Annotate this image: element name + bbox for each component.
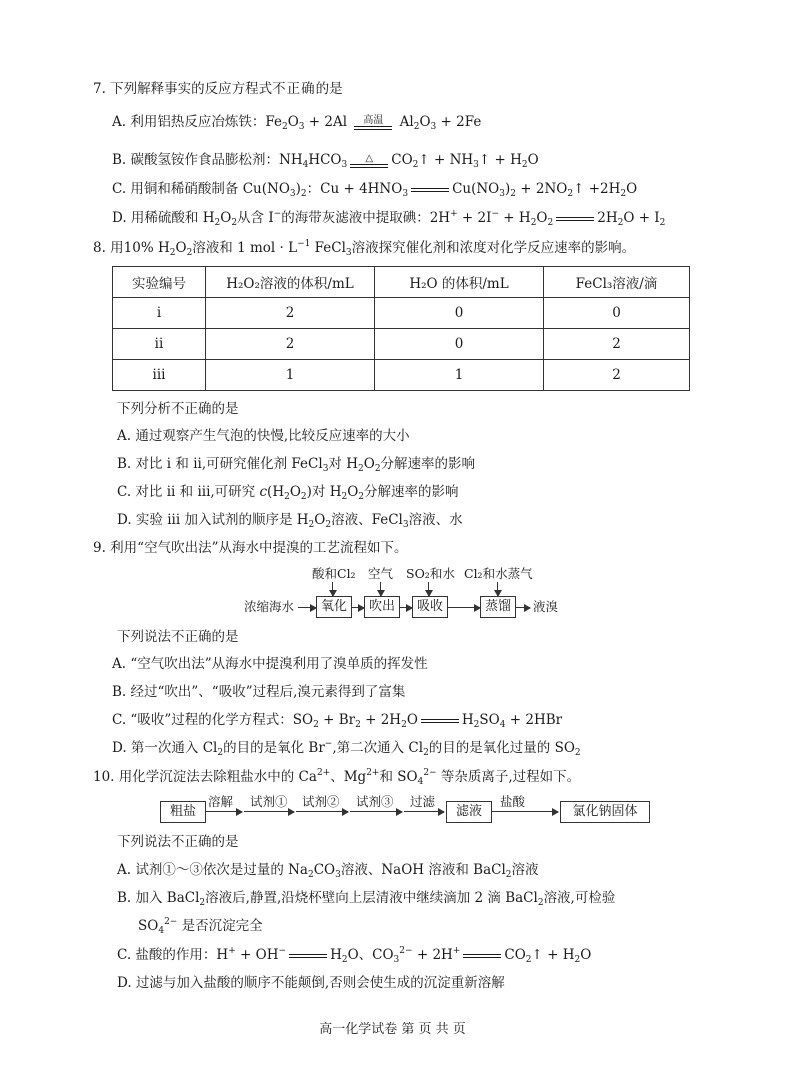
table-header: 实验编号 [113,267,206,298]
flow-arrow [352,607,364,608]
flow-step-blow-out: 吹出 [364,596,400,618]
table-cell: iii [113,360,206,391]
flow-arrow-down [332,582,333,596]
flow-input-label: 酸和Cl₂ [312,566,356,581]
q9-option-a: A. “空气吹出法”从海水中提溴利用了溴单质的挥发性 [112,656,428,672]
q7-stem: 7. 下列解释事实的反应方程式不正确的是 [93,81,343,97]
flow-arrow [298,607,316,608]
flow-arrow-down [428,582,429,596]
q9-stem: 9. 利用“空气吹出法”从海水中提溴的工艺流程如下。 [93,540,408,556]
table-cell: 2 [206,298,375,329]
flow-arrow [296,811,348,812]
flow-start: 浓缩海水 [244,599,295,614]
q9-option-b: B. 经过“吹出”、“吸收”过程后,溴元素得到了富集 [112,684,406,700]
q10-stem: 10. 用化学沉淀法去除粗盐水中的 $Ca^{2+}$、$Mg^{2+}$和 $SO_4^{2-}$ 等杂质离子,过程如下。 [93,768,581,787]
q8-option-d: D. 实验 iii 加入试剂的顺序是 $H_2O_2$溶液、FeCl$_3$溶液、水 [117,512,463,530]
flow-arrow [350,811,402,812]
table-header-row [113,267,690,298]
table-cell: 2 [544,329,690,360]
table-cell: ii [113,329,206,360]
flow-end: 液溴 [533,599,559,614]
table-row [113,360,690,391]
q7-option-d: D. 用稀硫酸和 $H_2O_2$从含 I−的海带灰滤液中提取碘：$2H^+ + 2I^- + H_2O_2$ $2H_2O + I_2$ [112,209,666,228]
table-header: FeCl₃溶液/滴 [544,267,690,298]
flow-filtrate: 滤液 [446,801,492,823]
flow-step-label: 试剂① [250,794,288,809]
flow-end-nacl-solid: 氯化钠固体 [560,801,650,823]
q8-stem: 8. 用10% $H_2O_2$溶液和 1 mol · $L^{-1}$ FeCl$_3$溶液探究催化剂和浓度对化学反应速率的影响。 [93,239,636,258]
table-cell: 0 [375,329,544,360]
q8-ask: 下列分析不正确的是 [117,401,239,417]
experiment-table [112,266,690,391]
flow-arrow [492,811,558,812]
table-row [113,329,690,360]
q8-option-a: A. 通过观察产生气泡的快慢,比较反应速率的大小 [117,428,410,444]
flow-step-absorb: 吸收 [412,596,448,618]
flow-acid-label: 盐酸 [500,794,526,809]
q10-ask: 下列说法不正确的是 [117,834,239,850]
table-cell: i [113,298,206,329]
q10-option-b: B. 加入 BaCl$_2$溶液后,静置,沿烧杯壁向上层清液中继续滴加 2 滴 BaCl$_2$溶液,可检验 [117,890,616,908]
table-header: H₂O₂溶液的体积/mL [206,267,375,298]
q7-option-b: B. 碳酸氢铵作食品膨松剂：$NH_4HCO_3$ △ $CO_2↑$ + $NH_3↑ + H_2O$ [112,152,539,170]
q8-option-b: B. 对比 i 和 ii,可研究催化剂 FeCl$_3$对 $H_2O_2$分解速率的影响 [117,456,476,474]
q7-option-c: C. 用铜和稀硝酸制备 $Cu(NO_3)_2$：$Cu + 4HNO_3$ $Cu(NO_3)_2$ + $2NO_2↑ +2H_2O$ [112,181,638,199]
q7-option-a: A. 利用铝热反应冶炼铁：$Fe_2O_3 + 2Al$ 高温 $Al_2O_3 + 2Fe$ [112,114,482,132]
q8-option-c: C. 对比 ii 和 iii,可研究 $c(H_2O_2)$对 $H_2O_2$分解速率的影响 [117,484,459,502]
q10-option-b-cont: $SO_4^{2-}$ 是否沉淀完全 [138,917,263,936]
flow-step-label: 过滤 [410,794,436,809]
reaction-arrow-heat: △ [350,154,388,168]
table-cell: 1 [206,360,375,391]
flow-arrow [206,811,242,812]
flow-input-label: Cl₂和水蒸气 [464,566,533,581]
flow-input-label: 空气 [368,566,394,581]
q10-option-d: D. 过滤与加入盐酸的顺序不能颠倒,否则会使生成的沉淀重新溶解 [117,975,505,991]
flow-step-label: 溶解 [208,794,234,809]
table-cell: 1 [375,360,544,391]
q9-option-c: C. “吸收”过程的化学方程式：$SO_2 + Br_2 + 2H_2O$ $H_2SO_4 + 2HBr$ [112,712,563,730]
table-header: H₂O 的体积/mL [375,267,544,298]
flow-arrow [516,607,530,608]
flow-start-crude-salt: 粗盐 [160,801,206,823]
q10-option-a: A. 试剂①～③依次是过量的 $Na_2CO_3$溶液、NaOH 溶液和 BaCl$_2$溶液 [117,862,539,880]
flow-input-label: SO₂和水 [406,566,455,581]
flow-arrow [400,607,412,608]
page-footer: 高一化学试卷 第 页 共 页 [319,1022,466,1037]
flow-step-oxidize: 氧化 [316,596,352,618]
flow-arrow-down [497,582,498,596]
flow-step-label: 试剂③ [356,794,394,809]
flow-step-distill: 蒸馏 [480,596,516,618]
table-row [113,298,690,329]
table-cell: 2 [206,329,375,360]
flow-arrow [404,811,444,812]
reaction-arrow-high-temp: 高温 [354,116,392,130]
q9-ask: 下列说法不正确的是 [117,629,239,645]
table-cell: 0 [375,298,544,329]
flow-arrow [448,607,480,608]
flow-arrow-down [380,582,381,596]
table-cell: 0 [544,298,690,329]
q9-option-d: D. 第一次通入 $Cl_2$的目的是氧化 Br−,第二次通入 $Cl_2$的目的是氧化过量的 $SO_2$ [112,739,581,758]
table-cell: 2 [544,360,690,391]
flow-arrow [244,811,294,812]
flow-step-label: 试剂② [302,794,340,809]
q10-option-c: C. 盐酸的作用：H+ + OH− $H_2O$、$CO_3^{2-} + 2H^+$ $CO_2↑ + H_2O$ [117,946,592,965]
